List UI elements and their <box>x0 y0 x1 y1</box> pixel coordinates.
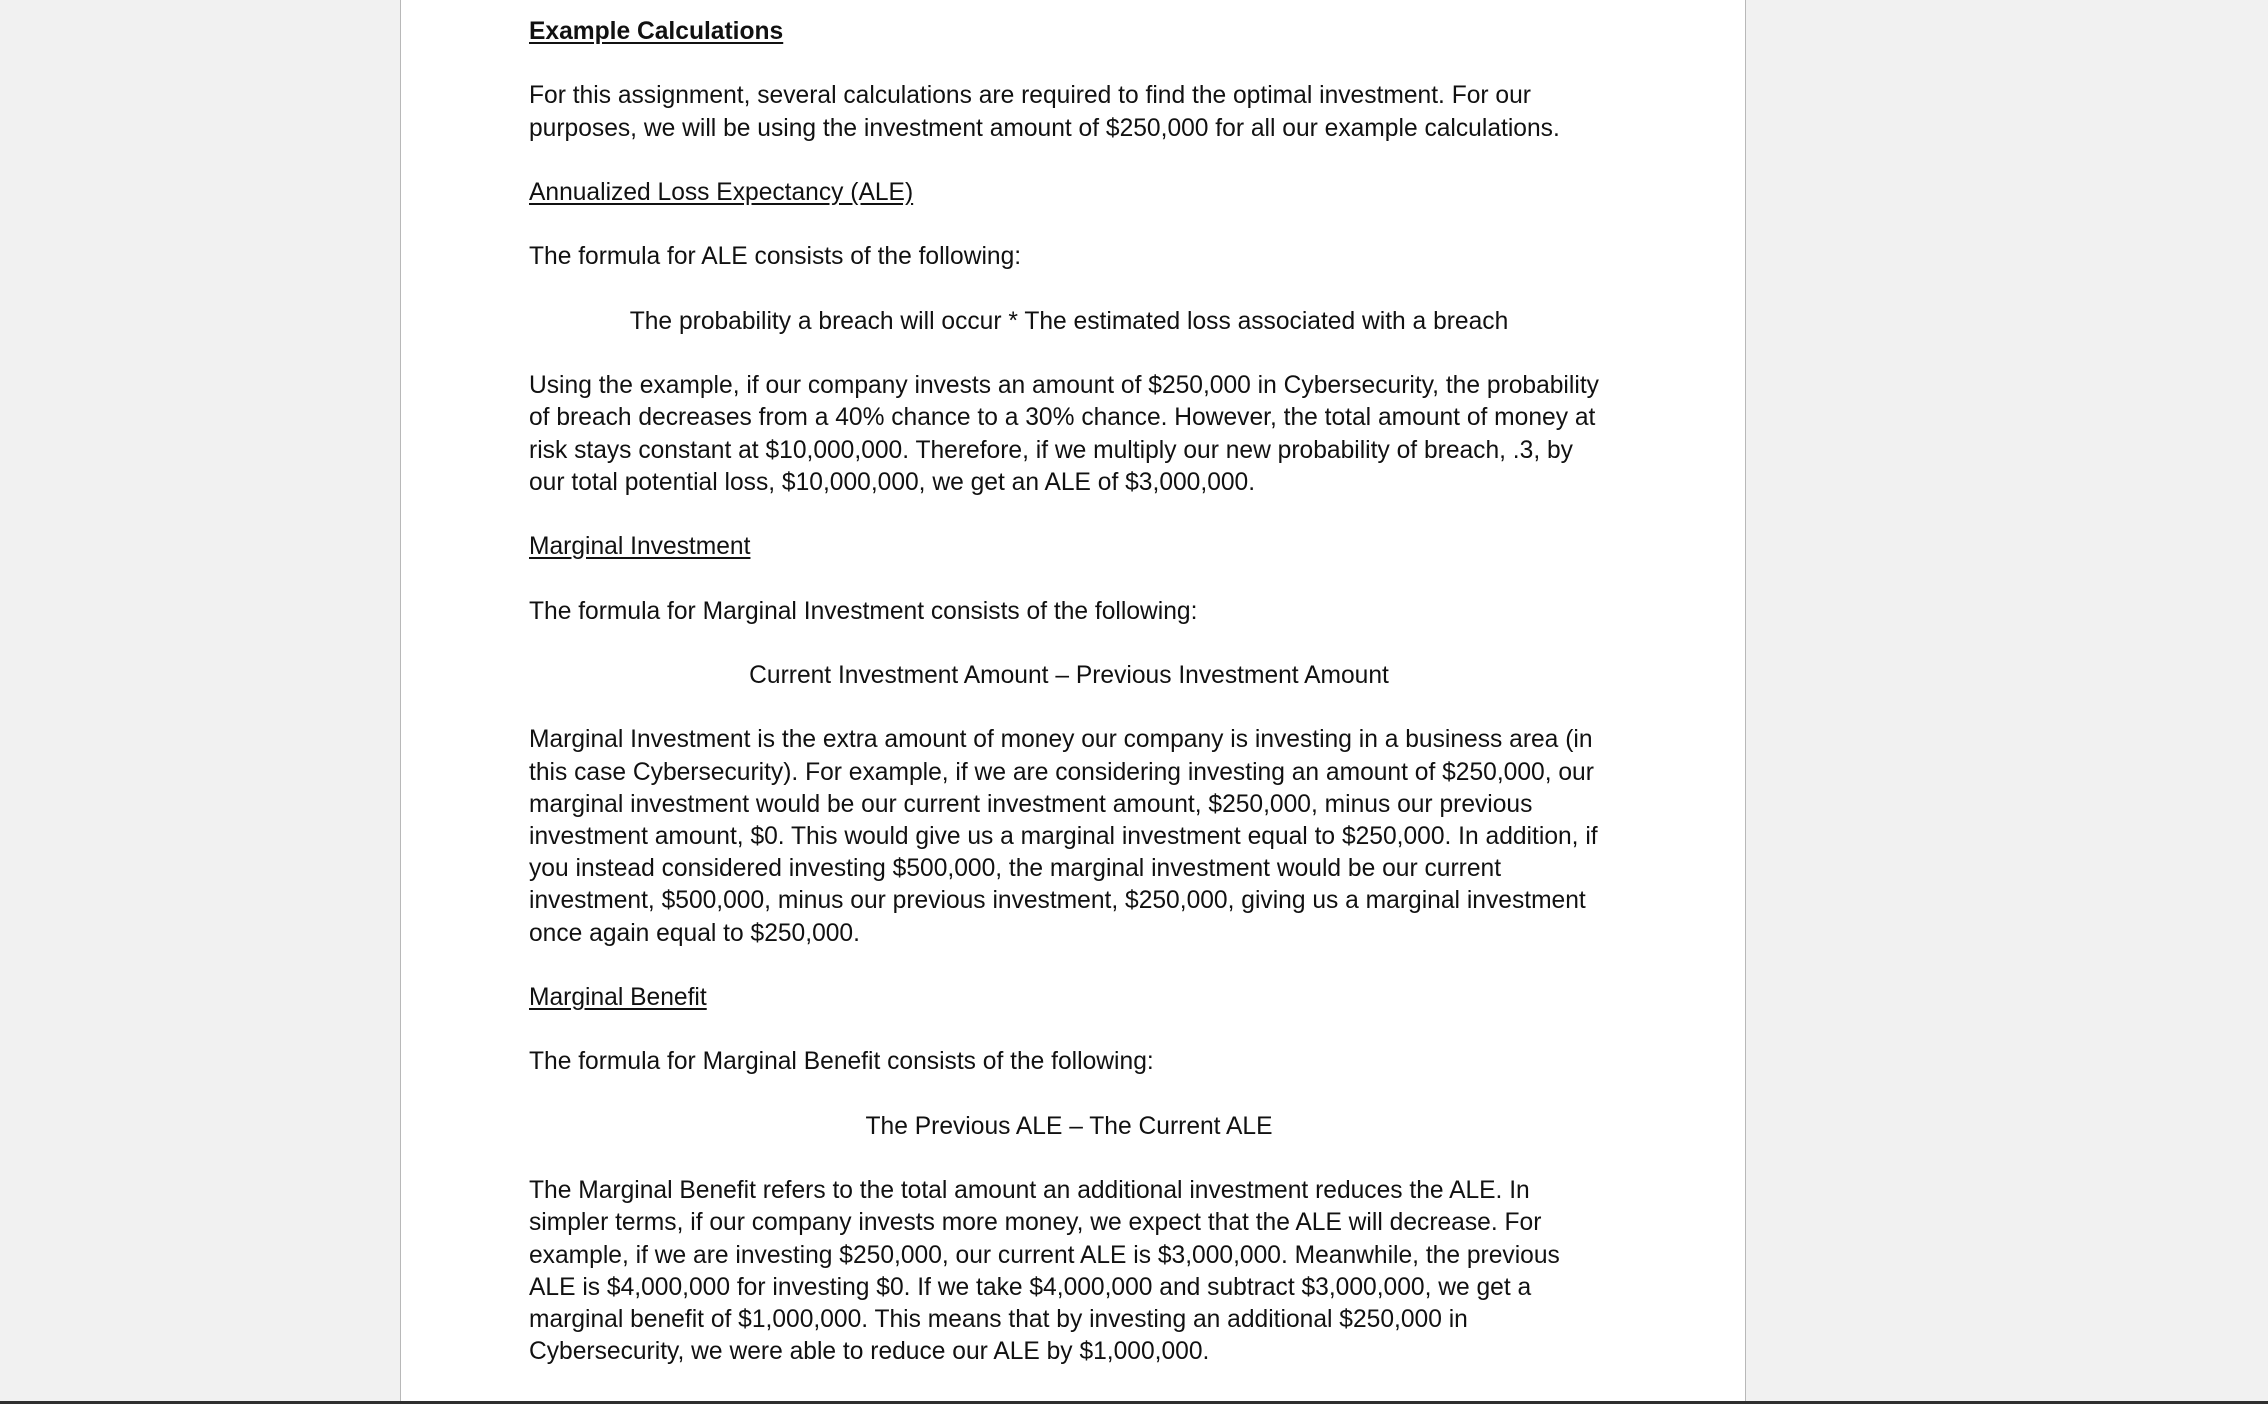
document-page[interactable] <box>400 0 1746 1401</box>
section-heading-marginal-investment: Marginal Investment <box>529 533 751 561</box>
section-heading-marginal-benefit: Marginal Benefit <box>529 983 707 1011</box>
formula-intro-marginal-investment: The formula for Marginal Investment consists of the following: <box>529 597 1198 625</box>
section-heading-ale: Annualized Loss Expectancy (ALE) <box>529 178 914 206</box>
formula-marginal-investment: Current Investment Amount – Previous Investment Amount <box>749 661 1389 689</box>
formula-marginal-benefit: The Previous ALE – The Current ALE <box>865 1112 1273 1140</box>
formula-intro-ale: The formula for ALE consists of the following: <box>529 243 1022 271</box>
formula-intro-marginal-benefit: The formula for Marginal Benefit consists of the following: <box>529 1048 1154 1076</box>
intro-paragraph: For this assignment, several calculations are required to find the optimal investment. For our purposes, we will be using the investment amount of $250,000 for all our example calculations. <box>529 82 1560 142</box>
explanation-marginal-benefit: The Marginal Benefit refers to the total amount an additional investment reduces the ALE. In simpler terms, if our company invests more money, we expect that the ALE will decrease. For example, if we are investing $250,000, our current ALE is $3,000,000. Meanwhile, the previous ALE is $4,000,000 for investing $0. If we take $4,000,000 and subtract $3,000,000, we get a marginal benefit of $1,000,000. This means that by investing an additional $250,000 in Cybersecurity, we were able to reduce our ALE by $1,000,000. <box>529 1177 1560 1366</box>
explanation-marginal-investment: Marginal Investment is the extra amount of money our company is investing in a business area (in this case Cybersecurity). For example, if we are considering investing an amount of $250,000, our marginal investment would be our current investment amount, $250,000, minus our previous investment amount, $0. This would give us a marginal investment equal to $250,000. In addition, if you instead considered investing $500,000, the marginal investment would be our current investment, $500,000, minus our previous investment, $250,000, giving us a marginal investment once again equal to $250,000. <box>529 726 1598 947</box>
document-title: Example Calculations <box>529 18 784 45</box>
explanation-ale: Using the example, if our company invests an amount of $250,000 in Cybersecurity, the probability of breach decreases from a 40% chance to a 30% chance. However, the total amount of money at risk stays constant at $10,000,000. Therefore, if we multiply our new probability of breach, .3, by our total potential loss, $10,000,000, we get an ALE of $3,000,000. <box>529 372 1599 496</box>
formula-ale: The probability a breach will occur * The estimated loss associated with a breach <box>629 307 1509 335</box>
document-body <box>529 16 1609 1368</box>
